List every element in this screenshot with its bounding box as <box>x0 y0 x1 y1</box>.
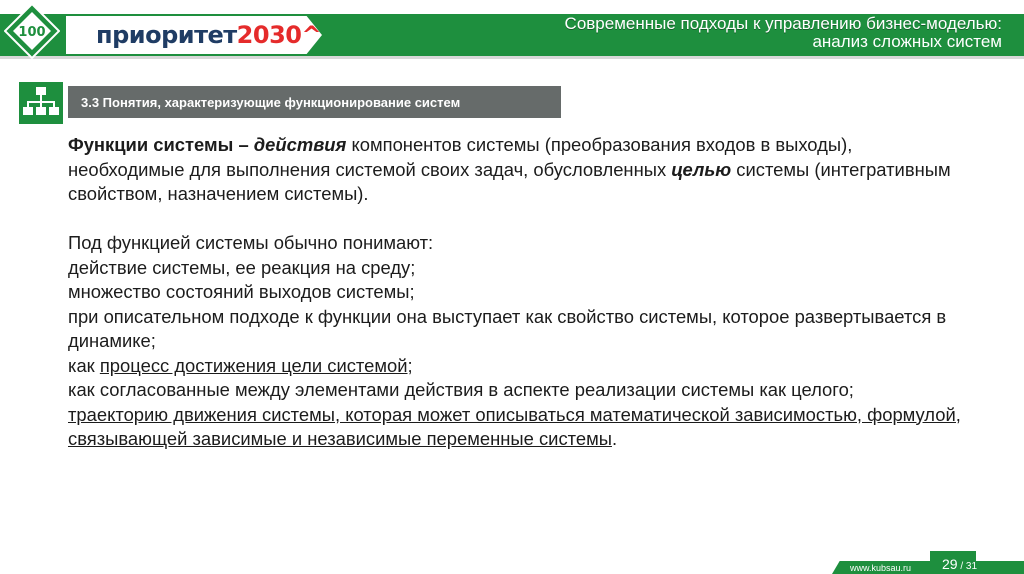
top-header <box>0 0 1024 62</box>
paragraph-gap <box>68 207 968 232</box>
list-item-3: при описательном подходе к функции она выступает как свойство системы, которое развертывается в динамике; <box>68 305 947 351</box>
list-item-4 <box>68 354 968 379</box>
title-line-2: анализ сложных систем <box>812 32 1002 51</box>
page-separator: / <box>957 561 966 572</box>
definition-keyword-2: целью <box>671 158 732 180</box>
list-intro: Под функцией системы обычно понимают: <box>68 232 434 253</box>
definition-keyword: действия <box>253 134 347 155</box>
list-item-6-link: траекторию движения системы, которая может описываться математической зависимостью, формулой, связывающей зависимые и независимые переменные системы <box>68 403 961 449</box>
list-item-4-link: процесс достижения цели системой <box>99 354 408 376</box>
footer-url: www.kubsau.ru <box>850 563 912 573</box>
section-icon-box <box>19 82 63 124</box>
brand-logo <box>96 21 321 49</box>
presentation-title <box>565 15 1002 51</box>
current-page: 29 <box>942 556 958 572</box>
logo-word: приоритет <box>96 21 237 49</box>
title-line-1: Современные подходы к управлению бизнес-моделью: <box>564 14 1002 33</box>
list-item-4-suffix: ; <box>407 354 413 376</box>
logo-mark: ^ <box>301 21 322 49</box>
list-item-2: множество состояний выходов системы; <box>68 281 415 302</box>
section-title: 3.3 Понятия, характеризующие функционирование систем <box>81 95 461 110</box>
slide-content <box>68 133 968 452</box>
total-pages: 31 <box>965 561 978 572</box>
definition-text-2: системы (интегративным свойством, назначением системы). <box>68 158 951 204</box>
list-item-5: как согласованные между элементами действия в аспекте реализации системы как целого; <box>68 379 854 400</box>
definition-term: Функции системы <box>68 134 234 155</box>
page-number <box>942 556 977 572</box>
definition-dash: – <box>233 134 254 155</box>
list-item-6 <box>68 403 968 452</box>
list-item-1: действие системы, ее реакция на среду; <box>68 256 416 278</box>
anniversary-badge-icon <box>4 3 60 59</box>
definition-paragraph <box>68 133 968 207</box>
list-item-6-suffix: . <box>611 428 618 449</box>
list-item-4-prefix: как <box>68 354 100 376</box>
definition-text-1: компонентов системы (преобразования входов в выходы), необходимые для выполнения системой своих задач, обусловленных <box>68 134 853 180</box>
hierarchy-icon <box>19 82 63 124</box>
logo-number: 2030 <box>236 21 302 49</box>
badge-text: 100 <box>18 25 46 40</box>
header-shadow <box>0 56 1024 59</box>
